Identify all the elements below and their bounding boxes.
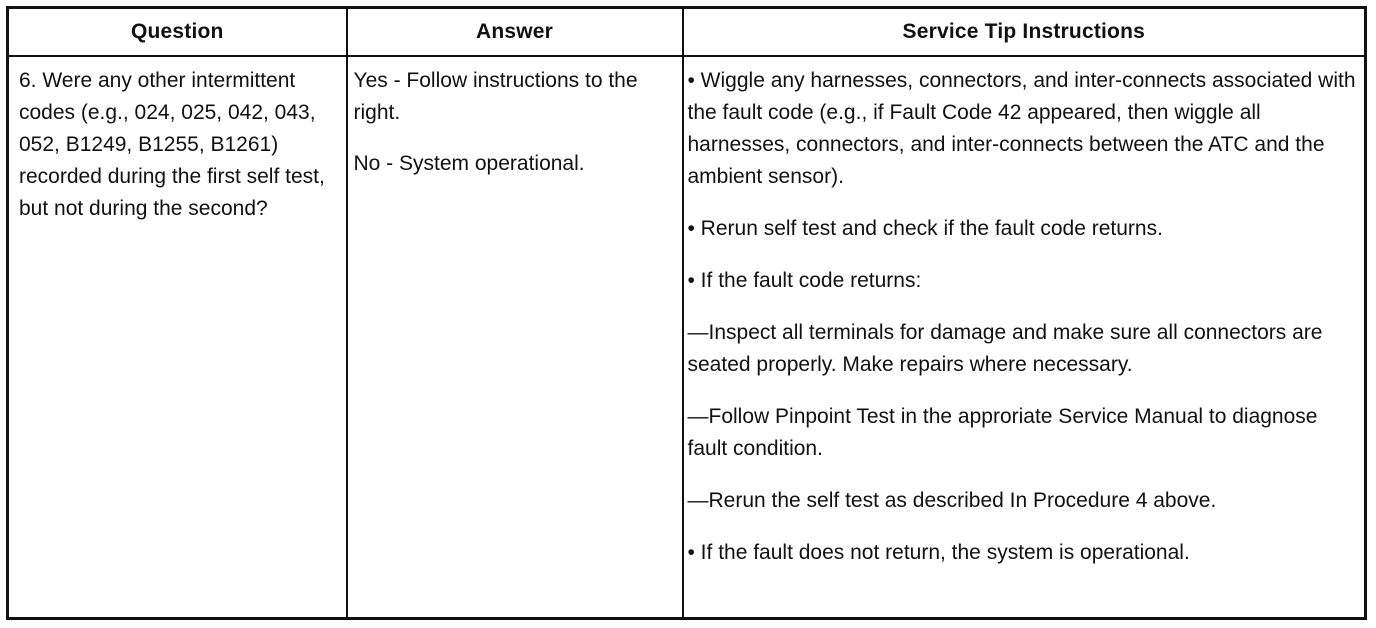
tip-rerun-procedure-4: —Rerun the self test as described In Procedure 4 above.: [687, 489, 1217, 512]
header-question: Question: [8, 8, 347, 57]
tip-follow-pinpoint-test: —Follow Pinpoint Test in the approriate Service Manual to diagnose fault condition.: [687, 405, 1318, 460]
header-service-tip-instructions: Service Tip Instructions: [683, 8, 1366, 57]
service-tip-table: [6, 6, 1367, 620]
tip-inspect-terminals: —Inspect all terminals for damage and make sure all connectors are seated properly. Make repairs where necessary.: [687, 321, 1323, 376]
tip-wiggle-harnesses: • Wiggle any harnesses, connectors, and inter-connects associated with the fault code (e.g., if Fault Code 42 appeared, then wiggle all harnesses, connectors, and inter-connects between the ATC and the ambient sensor).: [687, 69, 1356, 188]
header-answer: Answer: [347, 8, 683, 57]
header-row: [8, 8, 1366, 57]
answer-no: No - System operational.: [353, 152, 585, 175]
answer-yes: Yes - Follow instructions to the right.: [353, 69, 638, 124]
tip-rerun-self-test: • Rerun self test and check if the fault code returns.: [687, 217, 1163, 240]
service-tips-cell: [683, 56, 1366, 619]
tip-if-fault-returns: • If the fault code returns:: [687, 269, 922, 292]
tip-fault-not-returned: • If the fault does not return, the system is operational.: [687, 541, 1190, 564]
answer-cell: [347, 56, 683, 619]
table-row: [8, 56, 1366, 619]
question-cell: 6. Were any other intermittent codes (e.g., 024, 025, 042, 043, 052, B1249, B1255, B1261) recorded during the first self test, but not during the second?: [8, 56, 347, 619]
